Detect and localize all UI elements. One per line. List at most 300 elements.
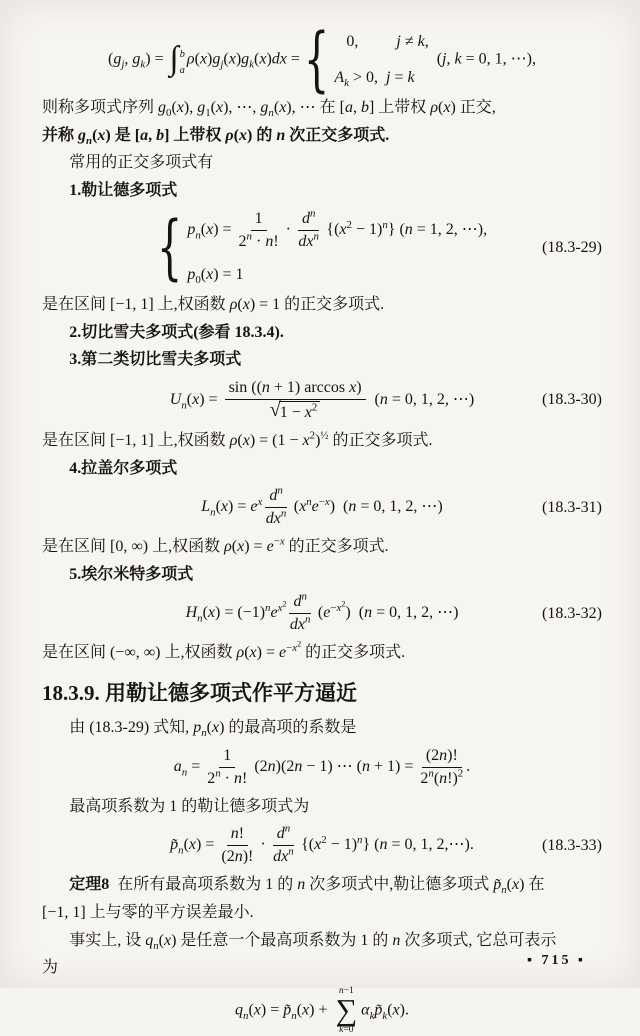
math-text: 是在区间 [−1, 1] 上,权函数 (42, 431, 230, 449)
math-variable: p (193, 719, 202, 737)
math-variable: j (396, 33, 401, 50)
math-variable: k (249, 58, 254, 71)
text-run: 2 (346, 218, 352, 231)
math-text: {( (322, 220, 340, 238)
math-variable: x (188, 836, 197, 854)
math-variable: n (210, 506, 216, 519)
fraction-denominator (239, 231, 279, 252)
math-variable: e (278, 644, 287, 662)
math-text: ) = 1 的正交多项式. (249, 296, 385, 314)
square-root (269, 398, 321, 423)
formula-18-3-29-body (157, 209, 487, 288)
text-run: 2 (321, 834, 327, 847)
left-brace-icon: { (156, 207, 183, 289)
math-text: , (424, 33, 429, 50)
math-variable: A (334, 68, 345, 86)
math-variable: n (297, 876, 306, 894)
math-variable: x (199, 50, 208, 68)
superscript (282, 600, 286, 609)
fraction (273, 824, 294, 867)
formula-18-3-33 (42, 824, 602, 867)
page-content (42, 19, 602, 1036)
math-text: ( (273, 99, 280, 117)
math-text: ) + (309, 1001, 332, 1019)
math-variable: n (379, 391, 388, 409)
formula-18-3-30-body (170, 378, 474, 423)
math-text: ) 在 (519, 876, 545, 894)
math-text: 1 (254, 209, 263, 227)
integral-lower-limit (180, 63, 185, 79)
fraction-denominator (270, 400, 321, 423)
math-variable: k (382, 1009, 388, 1022)
superscript (281, 508, 286, 520)
fraction (420, 746, 463, 789)
math-text: 并称 (42, 126, 79, 144)
superscript (301, 591, 306, 603)
integral-sign: ∫ (169, 40, 179, 78)
math-variable: n (284, 823, 291, 836)
math-variable: x (211, 719, 220, 737)
equation-number: (18.3-30) (542, 391, 602, 409)
math-variable: p̃ (493, 876, 502, 894)
math-variable: x (237, 538, 245, 556)
para-theorem-8-cont: [−1, 1] 上与零的平方误差最小. (42, 903, 254, 921)
section-heading-18-3-9: 18.3.9. 用勒让德多项式作平方逼近 (42, 680, 357, 705)
math-variable: k (417, 33, 425, 50)
cases-row (187, 209, 487, 252)
math-variable: x (279, 535, 285, 548)
math-text: 是在区间 [0, ∞) 上,权函数 (42, 538, 225, 556)
math-variable: x (349, 378, 357, 396)
math-text: = 0, 1, 2, ⋯) (356, 498, 443, 516)
summation-sign: ∑ (335, 993, 358, 1028)
cases-rows (334, 29, 428, 90)
cases-group (157, 209, 487, 288)
math-variable: j (220, 58, 224, 71)
text-run: 2 (341, 599, 346, 609)
math-text: , (352, 99, 361, 117)
math-variable: x (299, 498, 307, 516)
math-variable: x (215, 99, 224, 117)
item-hermite: 5.埃尔米特多项式 (69, 565, 194, 583)
math-variable: q (235, 1001, 244, 1019)
math-text: ( (506, 876, 512, 894)
math-variable: x (304, 403, 312, 421)
formula-18-3-31 (42, 486, 602, 529)
math-text: ( (233, 126, 239, 144)
fraction-numerator (298, 209, 319, 231)
math-text: ] 上带权 (368, 99, 431, 117)
math-text: ) = (256, 644, 279, 662)
math-text: ) = (1 − (249, 431, 303, 449)
math-text: ( (254, 50, 260, 68)
equation-number: (18.3-29) (542, 239, 602, 257)
math-text: ( (237, 431, 243, 449)
math-variable: x (314, 836, 322, 854)
fraction-denominator (420, 768, 463, 789)
math-variable: n (276, 126, 286, 144)
formula-18-3-31-body (201, 486, 442, 529)
math-variable: n (291, 1009, 297, 1022)
math-text: ( (183, 836, 189, 854)
formula-leading-coef-body (174, 746, 470, 789)
math-text: (2 (221, 848, 235, 866)
superscript (277, 485, 282, 497)
fraction (289, 592, 310, 635)
math-variable: x (176, 99, 184, 117)
equation-number: (18.3-33) (542, 837, 602, 855)
math-text: 由 (18.3-29) 式知, (69, 719, 194, 737)
fraction (221, 824, 253, 867)
math-text: ) 正交, (450, 99, 496, 117)
formula-18-3-32-body (186, 592, 459, 635)
math-variable: x (228, 50, 236, 68)
math-variable: k (344, 76, 349, 89)
math-variable: n (234, 769, 242, 787)
fraction-numerator (219, 746, 235, 768)
math-variable: d (276, 825, 285, 843)
math-variable: p̃ (170, 836, 179, 854)
text-run: 2 (311, 401, 318, 414)
fraction-numerator (422, 746, 462, 768)
superscript (258, 496, 263, 508)
math-variable: k (140, 58, 146, 71)
formula-leading-coef (42, 746, 602, 789)
math-text: ) = (196, 836, 219, 854)
text-run: 1 (205, 107, 211, 120)
math-variable: n (280, 507, 287, 520)
text-run: 2 (309, 429, 316, 442)
math-text: )(2 (275, 757, 295, 775)
math-variable: g (132, 50, 141, 68)
math-variable: n (181, 399, 187, 412)
math-text: ( (194, 50, 200, 68)
math-variable: x (97, 126, 106, 144)
math-variable: b (179, 48, 185, 60)
math-variable: x (302, 1001, 310, 1019)
math-text: ) = (213, 220, 236, 238)
math-variable: ρ (225, 126, 234, 144)
math-variable: n (379, 836, 388, 854)
math-text: = (286, 50, 304, 68)
math-variable: x (253, 1001, 261, 1019)
item-legendre: 1.勒让德多项式 (69, 181, 178, 199)
math-variable: dx (271, 50, 287, 68)
math-variable: x (302, 431, 310, 449)
math-text: ) ( (329, 498, 349, 516)
math-variable: n (277, 484, 283, 497)
math-text: ( (215, 498, 221, 516)
fraction-denominator (266, 508, 287, 529)
math-variable: a (344, 99, 353, 117)
math-variable: n (305, 613, 311, 626)
cases-rows (187, 209, 487, 288)
math-text: (2 (425, 746, 440, 764)
math-variable: e (266, 538, 274, 556)
math-variable: n (288, 846, 294, 859)
math-text: 是在区间 (−∞, ∞) 上,权函数 (42, 644, 237, 662)
math-variable: a (140, 126, 149, 144)
superscript (288, 846, 293, 858)
para-proof-intro (42, 928, 602, 954)
superscript (305, 614, 310, 626)
math-text: 在所有最高项系数为 1 的 (109, 876, 298, 894)
math-variable: p̃ (374, 1001, 383, 1019)
math-text: = 0, 1, ⋯), (461, 50, 536, 68)
math-variable: j (442, 50, 447, 68)
page-number: ▪ 715 ▪ (527, 952, 586, 968)
math-text: ( (237, 296, 243, 314)
math-text: ≠ (400, 33, 418, 50)
cases-group (303, 19, 429, 100)
formula-qn-expansion (42, 986, 602, 1036)
bold-text: 定理8 (69, 876, 110, 894)
math-text: = 0, 1, 2, ⋯) (387, 391, 475, 409)
math-variable: x (324, 495, 330, 508)
math-text: ( (92, 126, 98, 144)
math-text: ) (266, 50, 272, 68)
math-text: ( (186, 391, 193, 409)
fraction-denominator (298, 231, 319, 252)
math-text: ) = (244, 538, 267, 556)
math-variable: α (361, 1001, 370, 1019)
math-text: ) ( (345, 604, 365, 622)
math-variable: x (239, 126, 247, 144)
math-text: ), ⋯ 在 [ (286, 99, 345, 117)
integral (169, 40, 185, 78)
math-text: ) 是 [ (105, 126, 141, 144)
math-text: ( (210, 99, 216, 117)
math-variable: n (306, 495, 312, 508)
math-variable: n (181, 766, 188, 779)
math-text: − (318, 495, 325, 508)
math-variable: n (265, 602, 271, 615)
math-variable: g (241, 50, 250, 68)
math-text: ) = (260, 1001, 284, 1019)
math-text: ) = 1 (213, 265, 244, 283)
math-variable: dx (273, 848, 289, 866)
math-variable: n (195, 228, 201, 241)
math-variable: p̃ (283, 1001, 292, 1019)
math-variable: n (362, 757, 370, 775)
math-variable: x (512, 876, 520, 894)
math-text: ( (248, 1001, 254, 1019)
math-variable: k (407, 68, 415, 86)
math-variable: n (230, 825, 239, 843)
math-text: ) (315, 431, 321, 449)
math-variable: k (454, 50, 462, 68)
math-text: 次正交多项式. (285, 126, 390, 144)
math-variable: x (339, 220, 347, 238)
math-text: ( (200, 220, 207, 238)
math-variable: dx (289, 616, 306, 634)
math-text: ( (436, 50, 443, 68)
math-text: {( (297, 836, 315, 854)
math-text: ] 上带权 (164, 126, 226, 144)
math-text: + 1) arccos (269, 378, 350, 396)
math-variable: p (187, 220, 196, 238)
fraction (239, 209, 279, 252)
math-variable: n (197, 612, 203, 625)
math-variable: p (187, 265, 196, 283)
math-text: 1 (223, 746, 232, 764)
math-variable: x (207, 604, 215, 622)
formula-18-3-30 (42, 378, 602, 423)
math-text: 次多项式中,勒让德多项式 (305, 876, 494, 894)
math-text: , (148, 126, 157, 144)
math-variable: q (145, 931, 154, 949)
math-text: − 1) (351, 220, 383, 238)
fraction-denominator (207, 768, 247, 789)
radical-sign: √ (269, 398, 281, 421)
math-text: (2 (250, 757, 268, 775)
superscript (285, 823, 290, 835)
math-text: = (187, 757, 205, 775)
math-variable: g (113, 50, 122, 68)
math-variable: x (242, 296, 250, 314)
math-text: 事实上, 设 (69, 931, 146, 949)
math-text: − (330, 602, 337, 615)
fraction (298, 209, 319, 252)
text-run: 2 (297, 639, 302, 649)
math-variable: n (404, 220, 413, 238)
math-variable: n (243, 1009, 249, 1022)
math-variable: U (169, 391, 182, 409)
math-text: , (446, 50, 455, 68)
math-variable: b (156, 126, 165, 144)
math-variable: x (220, 498, 229, 516)
math-text: − 1) ⋯ ( (302, 757, 362, 775)
math-text: ) = (145, 50, 168, 68)
formula-qn-expansion-body (235, 986, 409, 1036)
math-text: 1 − (279, 403, 305, 421)
math-text: 次多项式, 它总可表示 (400, 931, 557, 949)
math-variable: x (259, 50, 267, 68)
math-variable: x (249, 644, 257, 662)
math-variable: L (201, 498, 211, 516)
math-variable: n (86, 134, 93, 147)
math-text: . (466, 757, 471, 775)
math-variable: x (206, 220, 214, 238)
math-text: > 0, (348, 68, 386, 86)
math-variable: n (267, 757, 276, 775)
superscript (314, 230, 319, 242)
math-variable: n (265, 232, 274, 250)
math-text: , (124, 50, 133, 68)
para-monic-intro: 最高项系数为 1 的勒让德多项式为 (69, 797, 310, 815)
para-leading-coef-intro (42, 715, 602, 741)
math-variable: n (153, 939, 159, 952)
math-variable: ρ (229, 431, 238, 449)
math-variable: n (215, 767, 221, 780)
left-brace-icon: { (303, 19, 330, 100)
math-variable: j (121, 58, 125, 71)
math-variable: n (261, 378, 270, 396)
math-text: ( (158, 931, 164, 949)
math-variable: x (336, 602, 342, 615)
math-variable: ρ (186, 50, 195, 68)
superscript (277, 599, 287, 615)
superscript (312, 402, 317, 414)
math-text: · (281, 220, 295, 238)
fraction-numerator (227, 824, 248, 846)
formula-inner-product-body (108, 19, 536, 100)
integral-limits (179, 47, 185, 77)
para-laguerre-note (42, 534, 602, 560)
equation-number: (18.3-32) (542, 605, 602, 623)
math-variable: n (428, 767, 434, 780)
math-text: 的正交多项式. (284, 538, 389, 556)
math-text: sin (( (228, 378, 262, 396)
para-theorem-8 (42, 872, 602, 898)
math-variable: x (242, 431, 250, 449)
fraction-denominator (290, 614, 311, 635)
math-text: 2 (207, 769, 216, 787)
math-variable: x (292, 641, 298, 654)
math-variable: e (270, 604, 278, 622)
superscript (274, 536, 285, 548)
math-variable: x (192, 391, 200, 409)
math-variable: d (293, 593, 302, 611)
math-variable: x (443, 99, 451, 117)
math-variable: n (357, 834, 363, 847)
math-variable: n (268, 107, 274, 120)
fraction-numerator (251, 209, 267, 231)
para-chebyshev2-note (42, 428, 602, 454)
formula-18-3-29 (42, 209, 602, 288)
cases-row (187, 262, 243, 288)
formula-18-3-33-body (170, 824, 474, 867)
fraction (265, 486, 286, 529)
math-text: 0, (346, 33, 359, 50)
para-legendre-note (42, 292, 602, 318)
math-variable: a (179, 65, 185, 77)
fraction (207, 746, 247, 789)
math-variable: n (313, 230, 319, 243)
para-proof-intro-cont: 为 (42, 959, 59, 977)
math-variable: ρ (224, 538, 232, 556)
math-text: ( (200, 265, 207, 283)
math-text: ( (374, 391, 380, 409)
math-variable: x (277, 602, 283, 615)
math-text: · (220, 769, 234, 787)
math-variable: x (163, 931, 172, 949)
fraction-numerator (273, 824, 294, 846)
summation (335, 986, 357, 1036)
math-text: 2 (420, 769, 429, 787)
math-variable: x (257, 495, 263, 508)
fraction-denominator (273, 846, 294, 867)
math-variable: n (338, 984, 344, 996)
superscript (319, 496, 330, 508)
math-variable: e (323, 604, 331, 622)
math-text: ) = (−1) (215, 604, 266, 622)
math-text: } ( (387, 220, 405, 238)
math-text: ) 的最高项的系数是 (219, 719, 357, 737)
math-text: + 1) = (370, 757, 418, 775)
math-variable: n (364, 604, 373, 622)
math-text: ( (289, 498, 300, 516)
math-text: )! (242, 848, 254, 866)
math-variable: ρ (236, 644, 245, 662)
equation-number: (18.3-31) (542, 498, 602, 516)
math-text: = (390, 68, 408, 86)
math-text: ( (202, 604, 208, 622)
math-text: = 0, 1, 2,⋯). (387, 836, 474, 854)
math-variable: n (392, 931, 401, 949)
text-run: ½ (320, 429, 329, 442)
math-variable: b (360, 99, 369, 117)
